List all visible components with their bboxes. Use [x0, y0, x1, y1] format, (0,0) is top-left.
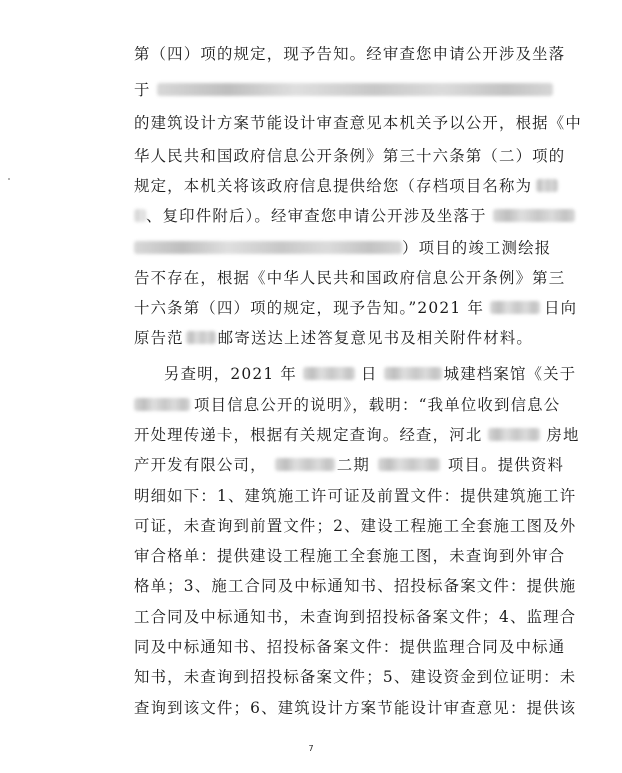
redaction-blur [378, 458, 440, 471]
page-number: 7 [308, 744, 314, 753]
text-line [134, 144, 566, 168]
text-segment: 房地 [546, 426, 580, 444]
text-line [134, 111, 582, 135]
text-segment: 告不存在，根据《中华人民共和国政府信息公开条例》第三 [134, 269, 566, 287]
text-segment: 城建档案馆《关于 [443, 365, 577, 383]
redaction-blur [536, 179, 558, 192]
text-segment: 第（四）项的规定，现予告知。经审查您申请公开涉及坐落 [134, 45, 566, 63]
text-line [134, 204, 560, 228]
text-segment: 邮寄送达上述答复意见书及相关附件材料。 [217, 329, 534, 347]
redaction-blur [488, 428, 540, 441]
text-line [134, 296, 578, 320]
text-segment: 原告范 [134, 329, 184, 347]
text-line [164, 362, 577, 386]
text-line [134, 423, 580, 447]
text-segment: 的建筑设计方案节能设计审查意见本机关予以公开，根据《中 [134, 114, 582, 132]
redaction-blur [303, 367, 355, 380]
text-segment: 审合格单：提供建设工程施工全套施工图，未查询到外审合 [134, 547, 566, 565]
text-segment: 知书，未查询到招投标备案文件；5、建设资金到位证明：未 [134, 668, 577, 686]
redaction-blur [384, 367, 442, 380]
text-line [134, 78, 560, 102]
text-line [134, 236, 560, 260]
text-line [134, 514, 577, 538]
text-segment: 另查明，2021 年 [164, 365, 298, 383]
text-segment: 于 [134, 81, 151, 99]
text-line [134, 574, 577, 598]
text-segment: 二期 [336, 456, 370, 474]
text-line [134, 266, 566, 290]
redaction-blur [186, 331, 216, 344]
text-segment: 格单；3、施工合同及中标通知书、招投标备案文件：提供施 [134, 577, 577, 595]
text-segment: 工合同及中标通知书，未查询到招投标备案文件；4、监理合 [134, 608, 577, 626]
text-segment: 华人民共和国政府信息公开条例》第三十六条第（二）项的 [134, 147, 566, 165]
text-segment: ）项目的竣工测绘报 [402, 239, 552, 257]
redaction-blur [157, 83, 553, 96]
text-segment: 项目信息公开的说明》，载明：“我单位收到信息公 [194, 396, 561, 414]
text-line [134, 544, 566, 568]
redaction-blur [490, 301, 540, 314]
redaction-blur [134, 209, 146, 222]
text-line [134, 393, 560, 417]
text-line [134, 665, 577, 689]
text-line [134, 484, 577, 508]
text-line [134, 635, 566, 659]
text-line [134, 326, 560, 350]
text-segment: 、复印件附后）。经审查您申请公开涉及坐落于 [146, 207, 487, 225]
text-segment: 日 [361, 365, 378, 383]
text-line [134, 174, 560, 198]
text-segment: 同及中标通知书、招投标备案文件：提供监理合同及中标通 [134, 638, 566, 656]
scan-speck [8, 178, 10, 180]
redaction-blur [134, 241, 402, 254]
text-segment: 明细如下：1、建筑施工许可证及前置文件：提供建筑施工许 [134, 487, 577, 505]
text-line [134, 453, 565, 477]
text-segment: 项目。提供资料 [447, 456, 565, 474]
redaction-blur [493, 209, 575, 222]
text-line [134, 42, 566, 66]
text-segment: 开处理传递卡，根据有关规定查询。经查，河北 [134, 426, 483, 444]
redaction-blur [275, 458, 335, 471]
text-segment: 规定，本机关将该政府信息提供给您（存档项目名称为 [134, 177, 533, 195]
text-line [134, 696, 577, 720]
text-segment: 查询到该文件；6、建筑设计方案节能设计审查意见：提供该 [134, 699, 577, 717]
redaction-blur [134, 398, 190, 411]
text-segment: 日向 [544, 299, 578, 317]
text-line [134, 605, 577, 629]
text-segment: 产开发有限公司， [134, 456, 267, 474]
text-segment: 可证，未查询到前置文件；2、建设工程施工全套施工图及外 [134, 517, 577, 535]
text-segment: 十六条第（四）项的规定，现予告知。”2021 年 [134, 299, 485, 317]
